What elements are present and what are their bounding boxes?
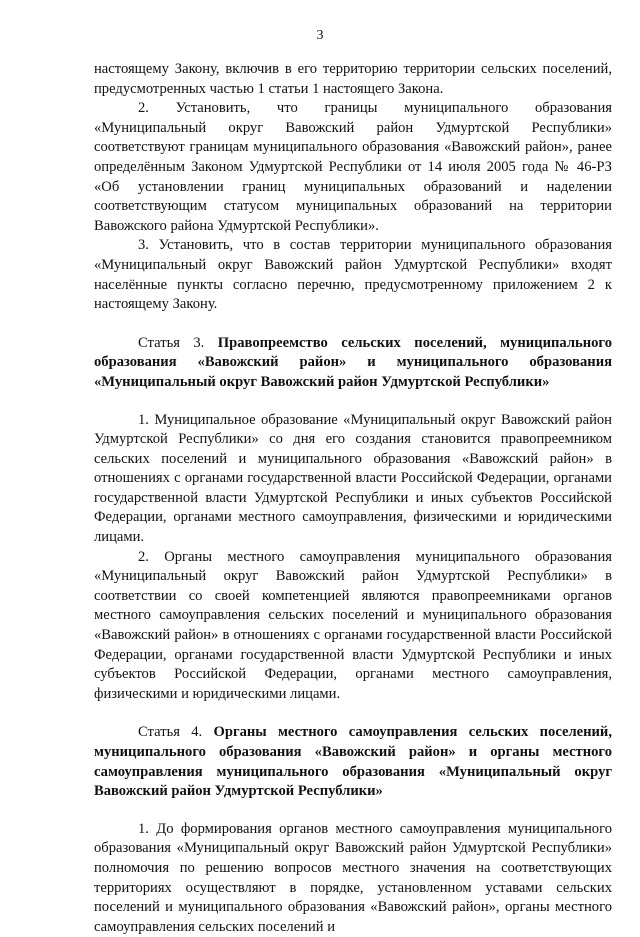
article-4-heading [94,723,612,801]
paragraph-article2-item3: 3. Установить, что в состав территории муниципального образования «Муниципальный округ Вавожский район Удмуртской Республики» входят населённые пункты согласно перечню, предусмотренному приложением 2 к настоящему Закону. [94,237,612,313]
paragraph-article3-item1: 1. Муниципальное образование «Муниципальный округ Вавожский район Удмуртской Республики» со дня его создания становится правопреемником сельских поселений и муниципального образования «Вавожский район» в отношениях с органами государственной власти Российской Федерации, органами государственной власти Удмуртской Республики и иных субъектов Российской Федерации, органами местного самоуправления, физическими и юридическими лицами. [94,411,612,546]
paragraph-article4-item1: 1. До формирования органов местного самоуправления муниципального образования «Муниципальный округ Вавожский район Удмуртской Республики» полномочия по решению вопросов местного значения на соответствующих территориях осуществляют в порядке, установленном уставами сельских поселений и муниципального образования «Вавожский район», органы местного самоуправления сельских поселений и [94,820,612,935]
article-4-title: Органы местного самоуправления сельских поселений, муниципального образования «Вавожский район» и органы местного самоуправления муниципального образования «Муниципальный округ Вавожский район Удмуртской Республики» [94,724,612,800]
article-3-title: Правопреемство сельских поселений, муниципального образования «Вавожский район» и муниципального образования «Муниципальный округ Вавожский район Удмуртской Республики» [94,334,612,390]
article-3-label: Статья 3. [138,334,205,351]
article-3-heading [94,334,612,393]
paragraph-article2-item2: 2. Установить, что границы муниципального образования «Муниципальный округ Вавожский район Удмуртской Республики» соответствуют границам муниципального образования «Вавожский район», ранее определённым Законом Удмуртской Республики от 14 июля 2005 года № 46-РЗ «Об установлении границ муниципальных образований и наделении соответствующим статусом муниципальных образований на территории Вавожского района Удмуртской Республики». [94,100,612,234]
document-body [94,60,612,937]
paragraph-continuation: настоящему Закону, включив в его территорию территории сельских поселений, предусмотренных частью 1 статьи 1 настоящего Закона. [94,61,612,97]
article-4-label: Статья 4. [138,724,203,741]
page-number: 3 [316,28,324,43]
paragraph-article3-item2: 2. Органы местного самоуправления муниципального образования «Муниципальный округ Вавожский район Удмуртской Республики» в соответствии со своей компетенцией являются правопреемниками органов местного самоуправления сельских поселений и муниципального образования «Вавожский район» в отношениях с органами государственной власти Российской Федерации, органами государственной власти Удмуртской Республики и иных субъектов Российской Федерации, органами местного самоуправления, физическими и юридическими лицами. [94,548,612,702]
